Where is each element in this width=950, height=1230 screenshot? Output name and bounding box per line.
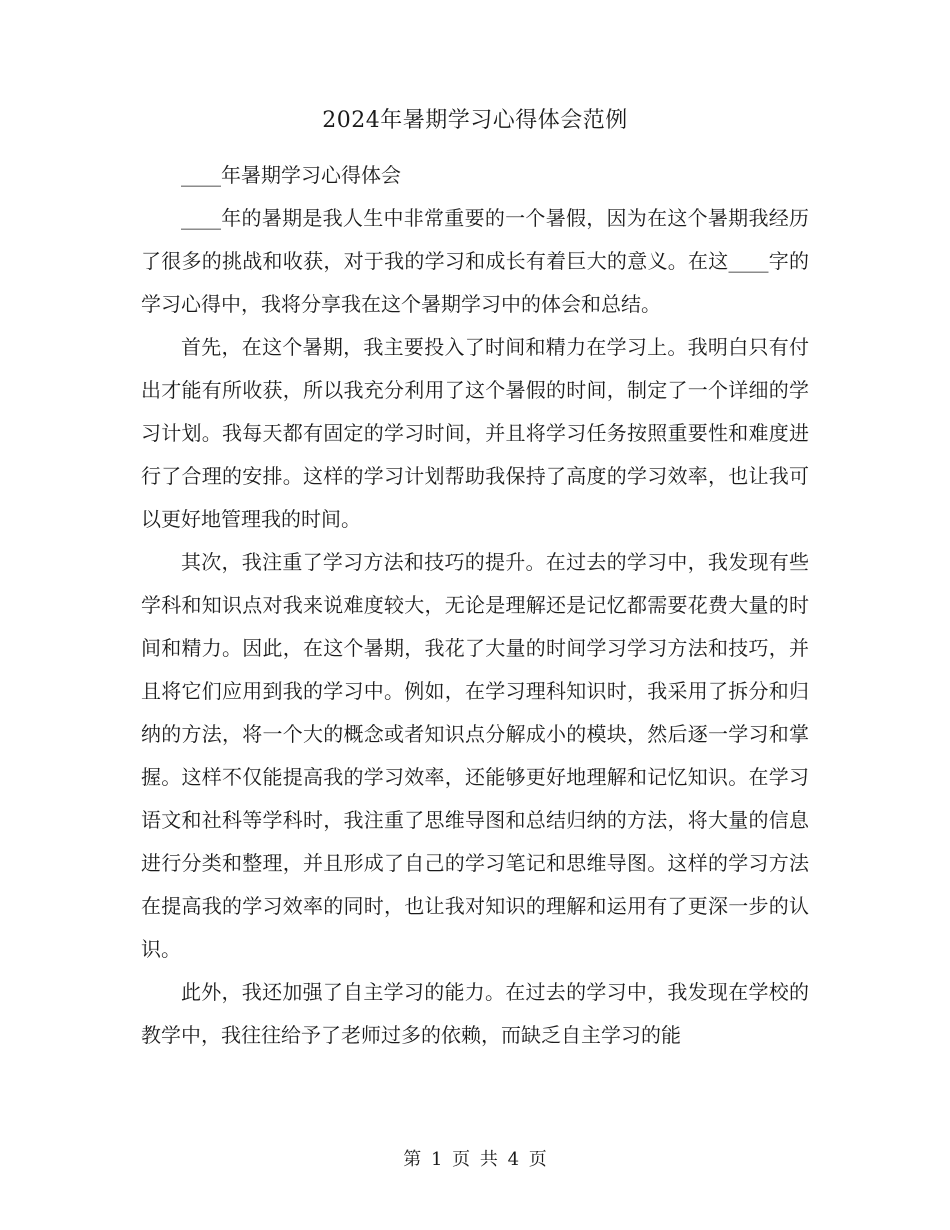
paragraph-intro: ____年的暑期是我人生中非常重要的一个暑假，因为在这个暑期我经历了很多的挑战和收获，对于我的学习和成长有着巨大的意义。在这____字的学习心得中，我将分享我在这个暑期学习中的体会和总结。 [141,206,809,316]
document-body [141,154,809,1057]
paragraph-third: 此外，我还加强了自主学习的能力。在过去的学习中，我发现在学校的教学中，我往往给予了老师过多的依赖，而缺乏自主学习的能 [141,980,809,1047]
page-footer: 第 1 页 共 4 页 [403,1149,547,1170]
paragraph-subtitle: ____年暑期学习心得体会 [181,163,401,187]
paragraph-first: 首先，在这个暑期，我主要投入了时间和精力在学习上。我明白只有付出才能有所收获，所以我充分利用了这个暑假的时间，制定了一个详细的学习计划。我每天都有固定的学习时间，并且将学习任务按照重要性和难度进行了合理的安排。这样的学习计划帮助我保持了高度的学习效率，也让我可以更好地管理我的时间。 [141,335,809,531]
document-title: 2024年暑期学习心得体会范例 [322,108,628,133]
paragraph-second: 其次，我注重了学习方法和技巧的提升。在过去的学习中，我发现有些学科和知识点对我来说难度较大，无论是理解还是记忆都需要花费大量的时间和精力。因此，在这个暑期，我花了大量的时间学习学习方法和技巧，并且将它们应用到我的学习中。例如，在学习理科知识时，我采用了拆分和归纳的方法，将一个大的概念或者知识点分解成小的模块，然后逐一学习和掌握。这样不仅能提高我的学习效率，还能够更好地理解和记忆知识。在学习语文和社科等学科时，我注重了思维导图和总结归纳的方法，将大量的信息进行分类和整理，并且形成了自己的学习笔记和思维导图。这样的学习方法在提高我的学习效率的同时，也让我对知识的理解和运用有了更深一步的认识。 [141,550,809,961]
